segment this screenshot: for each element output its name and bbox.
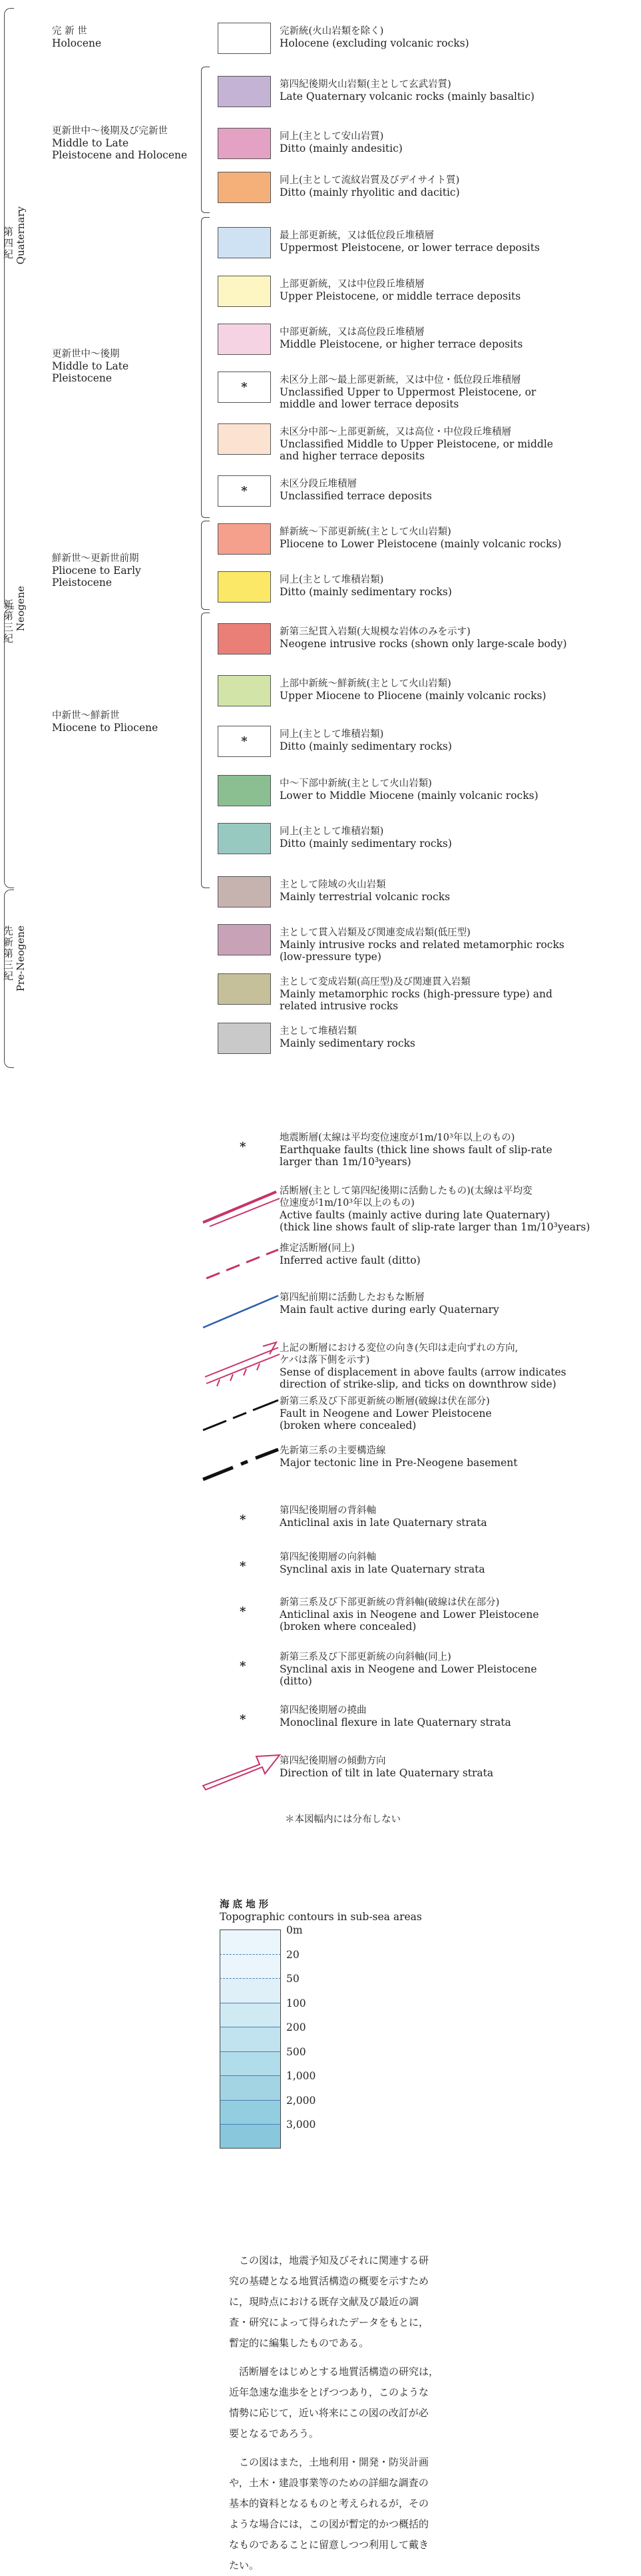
symbol-label-jp: 新第三系及び下部更新統の断層(破線は伏在部分) [280,1396,490,1407]
unit-label-en: Lower to Middle Miocene (mainly volcanic rocks) [280,790,538,802]
unit-mark: * [241,734,248,748]
symbol-marker: * [240,1513,246,1527]
contour-band [220,2003,281,2027]
unit-label-jp: 未区分中部～上部更新統，又は高位・中位段丘堆積層 [280,427,511,437]
unit-label-jp: 同上(主として安山岩質) [280,131,384,142]
unit-label-jp: 完新統(火山岩類を除く) [280,26,384,37]
symbol-label-jp: 第四紀後期層の背斜軸 [280,1505,376,1516]
symbol-label-en1: Synclinal axis in Neogene and Lower Pleistocene [280,1663,537,1675]
unit-label-jp: 中部更新統，又は高位段丘堆積層 [280,327,425,338]
inferred-fault-icon [206,1250,278,1278]
tilt-direction-icon [203,1755,280,1790]
unit-label-en: (low-pressure type) [280,951,381,963]
epoch-holocene: 完 新 世 Holocene [52,26,102,49]
symbol-label-jp: 推定活断層(同上) [280,1243,355,1254]
unit-label-en: Unclassified Upper to Uppermost Pleistocene, or [280,386,536,398]
unit-mark: * [241,484,248,498]
symbol-label [280,1445,518,1469]
epoch-mid-late-pleist: 更新世中～後期 Middle to Late Pleistocene [52,349,129,384]
neogene-label-jp: 新第三紀 [2,599,14,644]
symbol-label-en1: Sense of displacement in above faults (arrow indicates [280,1366,566,1378]
neogene-label-en: Neogene [15,586,27,632]
tectonic-line-icon [203,1449,278,1479]
symbol-label [280,1755,493,1779]
note-line: たい。 [229,2559,260,2571]
symbol-label-jp: 第四紀後期層の傾動方向 [280,1756,386,1766]
symbol-label [280,1651,537,1687]
symbol-label-en1: Fault in Neogene and Lower Pleistocene [280,1408,492,1419]
symbol-label-en1: Main fault active during early Quaternary [280,1304,499,1316]
note-line: に，現時点における既存文献及び最近の調 [229,2296,419,2308]
contour-level-label: 100 [286,1997,306,2009]
unit-label-jp: 上部中新統～鮮新統(主として火山岩類) [280,678,451,689]
contour-band [220,2051,281,2076]
symbol-label-jp: 第四紀後期層の向斜軸 [280,1552,376,1563]
note-line: 要となるであろう。 [229,2428,319,2440]
contour-band [220,2075,281,2100]
contour-level-label: 50 [286,1973,300,1985]
symbol-marker: * [240,1659,246,1673]
symbol-marker: * [240,1605,246,1619]
unit-label-jp: 未区分上部～最上部更新統，又は中位・低位段丘堆積層 [280,375,521,386]
note-line: 査・研究によって得られたデータをもとに， [229,2316,429,2328]
unit-label-jp: 未区分段丘堆積層 [280,479,357,489]
contour-level-label: 3,000 [286,2119,316,2131]
unit-label-en: Pliocene to Lower Pleistocene (mainly volcanic rocks) [280,538,562,550]
unit-mark: * [241,380,248,394]
contour-level-label: 20 [286,1948,300,1961]
unit-label-en: Mainly terrestrial volcanic rocks [280,891,451,903]
unit-label-en: Uppermost Pleistocene, or lower terrace deposits [280,242,540,254]
note-line: なものであることに留意しつつ利用して戴き [229,2539,429,2551]
symbol-label [280,1342,566,1390]
unit-label-en: Middle Pleistocene, or higher terrace deposits [280,338,523,350]
contour-band [220,1978,281,2003]
unit-label-jp: 上部更新統，又は中位段丘堆積層 [280,279,425,290]
preneogene-label-jp: 先新第三紀 [2,925,14,982]
symbol-label-en1: Anticlinal axis in late Quaternary strata [280,1517,487,1529]
epoch-mid-late-pleist-holo: 更新世中～後期及び完新世 Middle to Late Pleistocene and Holocene [52,126,188,161]
preneogene-label-en: Pre-Neogene [15,925,27,992]
note-line: 近年急速な進歩をとげつつあり，このような [229,2386,429,2398]
contour-band [220,2100,281,2125]
early-quaternary-fault-icon [203,1296,278,1328]
displacement-sense-icon [205,1342,280,1386]
unit-label-en: Mainly intrusive rocks and related metamorphic rocks [280,939,564,951]
symbol-label [280,1597,539,1633]
symbol-label-en1: Earthquake faults (thick line shows fault of slip-rate [280,1144,552,1156]
unit-label-jp: 主として堆積岩類 [280,1026,357,1037]
unit-label-jp: 同上(主として堆積岩類) [280,826,384,837]
unit-label-jp: 最上部更新統，又は低位段丘堆積層 [280,230,434,241]
symbol-label-jp: 第四紀後期層の撓曲 [280,1705,367,1716]
active-fault-icon [203,1192,280,1226]
symbol-label-en2: (broken where concealed) [280,1621,417,1633]
unit-label-en: Ditto (mainly rhyolitic and dacitic) [280,186,460,198]
unit-label-jp: 主として変成岩類(高圧型)及び関連貫入岩類 [280,977,471,987]
explanatory-notes [229,2250,439,2576]
unit-label-jp: 中～下部中新統(主として火山岩類) [280,778,432,789]
symbol-label [280,1704,511,1728]
unit-label-jp: 鮮新統～下部更新統(主として火山岩類) [280,527,451,537]
unit-label-en: Upper Pleistocene, or middle terrace deposits [280,290,521,302]
contour-level-label: 500 [286,2045,306,2058]
symbol-label-en2: larger than 1m/10³years) [280,1156,411,1168]
symbol-label-en1: Anticlinal axis in Neogene and Lower Pleistocene [280,1609,539,1621]
unit-label-jp: 新第三紀貫入岩類(大規模な岩体のみを示す) [280,627,471,637]
symbol-label [280,1396,492,1431]
unit-label-en: and higher terrace deposits [280,450,425,462]
symbol-label-en1: Active faults (mainly active during late Quaternary) [280,1209,550,1221]
contour-level-label: 2,000 [286,2094,316,2107]
unit-label-jp: 同上(主として堆積岩類) [280,575,384,585]
contour-level-label: 200 [286,2021,306,2033]
symbol-label [280,1242,421,1266]
symbol-label-jp: 活断層(主として第四紀後期に活動したもの)(太線は平均変 [280,1186,533,1196]
symbol-label-en2: (ditto) [280,1675,312,1687]
unit-label-en: Ditto (mainly sedimentary rocks) [280,838,452,850]
contour-band [220,2124,281,2149]
unit-label-en: Neogene intrusive rocks (shown only large-scale body) [280,638,567,650]
contour-band [220,1954,281,1979]
symbol-label [280,1505,487,1529]
neogene-fault-icon [203,1400,278,1430]
unit-label-en: middle and lower terrace deposits [280,398,459,410]
note-line: や，土木・建設事業等のための詳細な調査の [229,2477,429,2489]
symbol-label [280,1132,552,1168]
symbol-label [280,1551,485,1575]
unit-label-en: related intrusive rocks [280,1000,399,1012]
footnote: ＊本図幅内には分布しない [285,1814,401,1825]
symbol-label-en1: Major tectonic line in Pre-Neogene basement [280,1457,518,1469]
symbol-label-jp: 新第三系及び下部更新統の背斜軸(破線は伏在部分) [280,1597,500,1608]
note-line: 究の基礎となる地質活構造の概要を示すため [229,2275,429,2287]
symbol-label-en2: (broken where concealed) [280,1419,417,1431]
note-line: 情勢に応じて，近い将来にこの図の改訂が必 [229,2407,429,2419]
unit-label-jp: 第四紀後期火山岩類(主として玄武岩質) [280,79,451,90]
unit-label-en: Upper Miocene to Pliocene (mainly volcanic rocks) [280,690,546,702]
unit-label-en: Unclassified terrace deposits [280,490,432,502]
unit-label-jp: 主として陸域の火山岩類 [280,880,386,890]
unit-label-en: Ditto (mainly andesitic) [280,142,403,154]
contour-scale [220,1930,281,2149]
symbol-label-jp2: 位速度が1m/10³年以上のもの) [280,1198,415,1208]
unit-label-en: Unclassified Middle to Upper Pleistocene, or middle [280,438,553,450]
symbol-marker: * [240,1140,246,1154]
unit-label-jp: 同上(主として堆積岩類) [280,729,384,740]
contour-band [220,2027,281,2051]
symbol-label-en2: direction of strike-slip, and ticks on downthrow side) [280,1378,556,1390]
unit-label-en: Ditto (mainly sedimentary rocks) [280,586,452,598]
note-line: この図は，地震予知及びそれに関連する研 [239,2254,429,2266]
symbol-marker: * [240,1559,246,1573]
symbol-label-jp2: ケバは落下側を示す) [280,1355,370,1366]
symbol-label-en1: Monoclinal flexure in late Quaternary strata [280,1716,511,1728]
note-line: この図はまた，土地利用・開発・防災計画 [239,2456,429,2468]
contours-title: 海 底 地 形 Topographic contours in sub-sea areas [220,1899,422,1923]
symbol-label [280,1292,499,1316]
symbol-label-en1: Inferred active fault (ditto) [280,1254,421,1266]
symbol-label-en1: Direction of tilt in late Quaternary strata [280,1767,494,1779]
symbol-label-jp: 先新第三系の主要構造線 [280,1445,386,1456]
contour-band [220,1930,281,1954]
symbol-label-jp: 地震断層(太線は平均変位速度が1m/10³年以上のもの) [280,1133,515,1143]
symbol-label-en1: Synclinal axis in late Quaternary strata [280,1563,485,1575]
symbol-marker: * [240,1712,246,1726]
unit-label-jp: 主として貫入岩類及び関連変成岩類(低圧型) [280,927,471,938]
unit-label-en: Mainly metamorphic rocks (high-pressure type) and [280,988,552,1000]
symbol-label [280,1185,590,1233]
note-line: 活断層をはじめとする地質活構造の研究は， [239,2366,439,2378]
unit-label-en: Ditto (mainly sedimentary rocks) [280,740,452,752]
symbol-label-jp: 上記の断層における変位の向き(矢印は走向ずれの方向, [280,1343,519,1354]
contour-level-label: 1,000 [286,2070,316,2082]
unit-label-en: Holocene (excluding volcanic rocks) [280,37,469,49]
note-line: 暫定的に編集したものである。 [229,2337,369,2349]
unit-label-en: Mainly sedimentary rocks [280,1037,415,1049]
epoch-plio-early-pleist: 鮮新世～更新世前期 Pliocene to Early Pleistocene [52,553,141,589]
symbol-label-jp: 第四紀前期に活動したおもな断層 [280,1292,425,1303]
note-line: ような場合には，この図が暫定的かつ概括的 [229,2518,429,2530]
contour-level-label: 0m [286,1924,303,1936]
unit-label-jp: 同上(主として流紋岩質及びデイサイト質) [280,175,460,186]
unit-label-en: Late Quaternary volcanic rocks (mainly basaltic) [280,91,534,103]
symbol-label-en2: (thick line shows fault of slip-rate larger than 1m/10³years) [280,1221,590,1233]
note-line: 基本的資料となるものと考えられるが，その [229,2497,429,2509]
quaternary-label-jp: 第四紀 [2,226,14,260]
symbol-label-jp: 新第三系及び下部更新統の向斜軸(同上) [280,1652,451,1663]
quaternary-label-en: Quaternary [15,206,27,265]
epoch-miocene-pliocene: 中新世～鮮新世 Miocene to Pliocene [52,710,158,734]
